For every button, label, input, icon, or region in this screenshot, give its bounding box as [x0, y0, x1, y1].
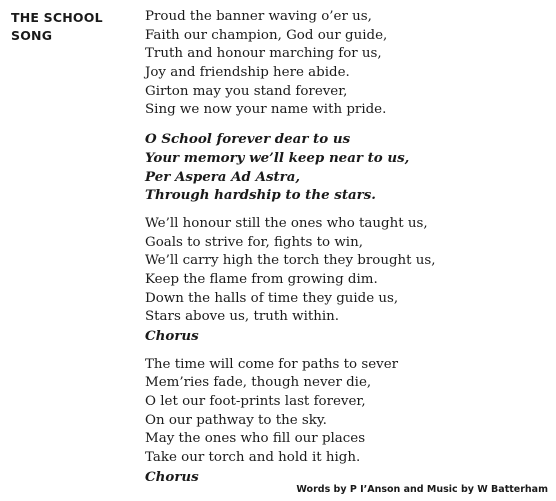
lyric-line: The time will come for paths to sever — [145, 356, 399, 372]
song-heading — [11, 9, 131, 45]
chorus-line: Through hardship to the stars. — [145, 187, 376, 204]
lyric-line: We’ll honour still the ones who taught us, — [145, 215, 428, 231]
lyric-line: Sing we now your name with pride. — [145, 102, 387, 118]
chorus-reference: Chorus — [145, 328, 199, 344]
verse-3 — [145, 356, 550, 487]
verse-2 — [145, 215, 550, 346]
chorus-line: Your memory we’ll keep near to us, — [145, 149, 410, 166]
lyric-line: Goals to strive for, fights to win, — [145, 234, 363, 250]
lyric-line: Proud the banner waving o’er us, — [145, 9, 372, 24]
lyric-line: Down the halls of time they guide us, — [145, 290, 399, 306]
lyric-line: We’ll carry high the torch they brought us, — [145, 253, 436, 269]
lyric-line: Keep the flame from growing dim. — [145, 271, 378, 287]
lyric-line: Joy and friendship here abide. — [145, 65, 350, 81]
lyric-line: May the ones who fill our places — [145, 431, 366, 447]
lyric-line: Girton may you stand forever, — [145, 83, 348, 99]
chorus-reference: Chorus — [145, 468, 199, 485]
lyric-line: Truth and honour marching for us, — [145, 46, 382, 62]
chorus-line: Per Aspera Ad Astra, — [145, 168, 301, 185]
song-lyrics — [145, 8, 550, 497]
lyric-line: Mem’ries fade, though never die, — [145, 375, 372, 391]
lyric-line: O let our foot-prints last forever, — [145, 394, 366, 410]
heading-line-1: THE SCHOOL — [11, 10, 103, 25]
chorus-line: O School forever dear to us — [145, 131, 351, 148]
lyric-line: Stars above us, truth within. — [145, 309, 340, 325]
heading-line-2: SONG — [11, 28, 53, 43]
lyric-line: On our pathway to the sky. — [145, 412, 327, 428]
chorus — [145, 130, 550, 205]
lyric-line: Faith our champion, God our guide, — [145, 27, 388, 43]
lyric-line: Take our torch and hold it high. — [145, 450, 361, 466]
song-credit: Words by P I’Anson and Music by W Batterham — [296, 484, 548, 495]
verse-1 — [145, 8, 550, 120]
